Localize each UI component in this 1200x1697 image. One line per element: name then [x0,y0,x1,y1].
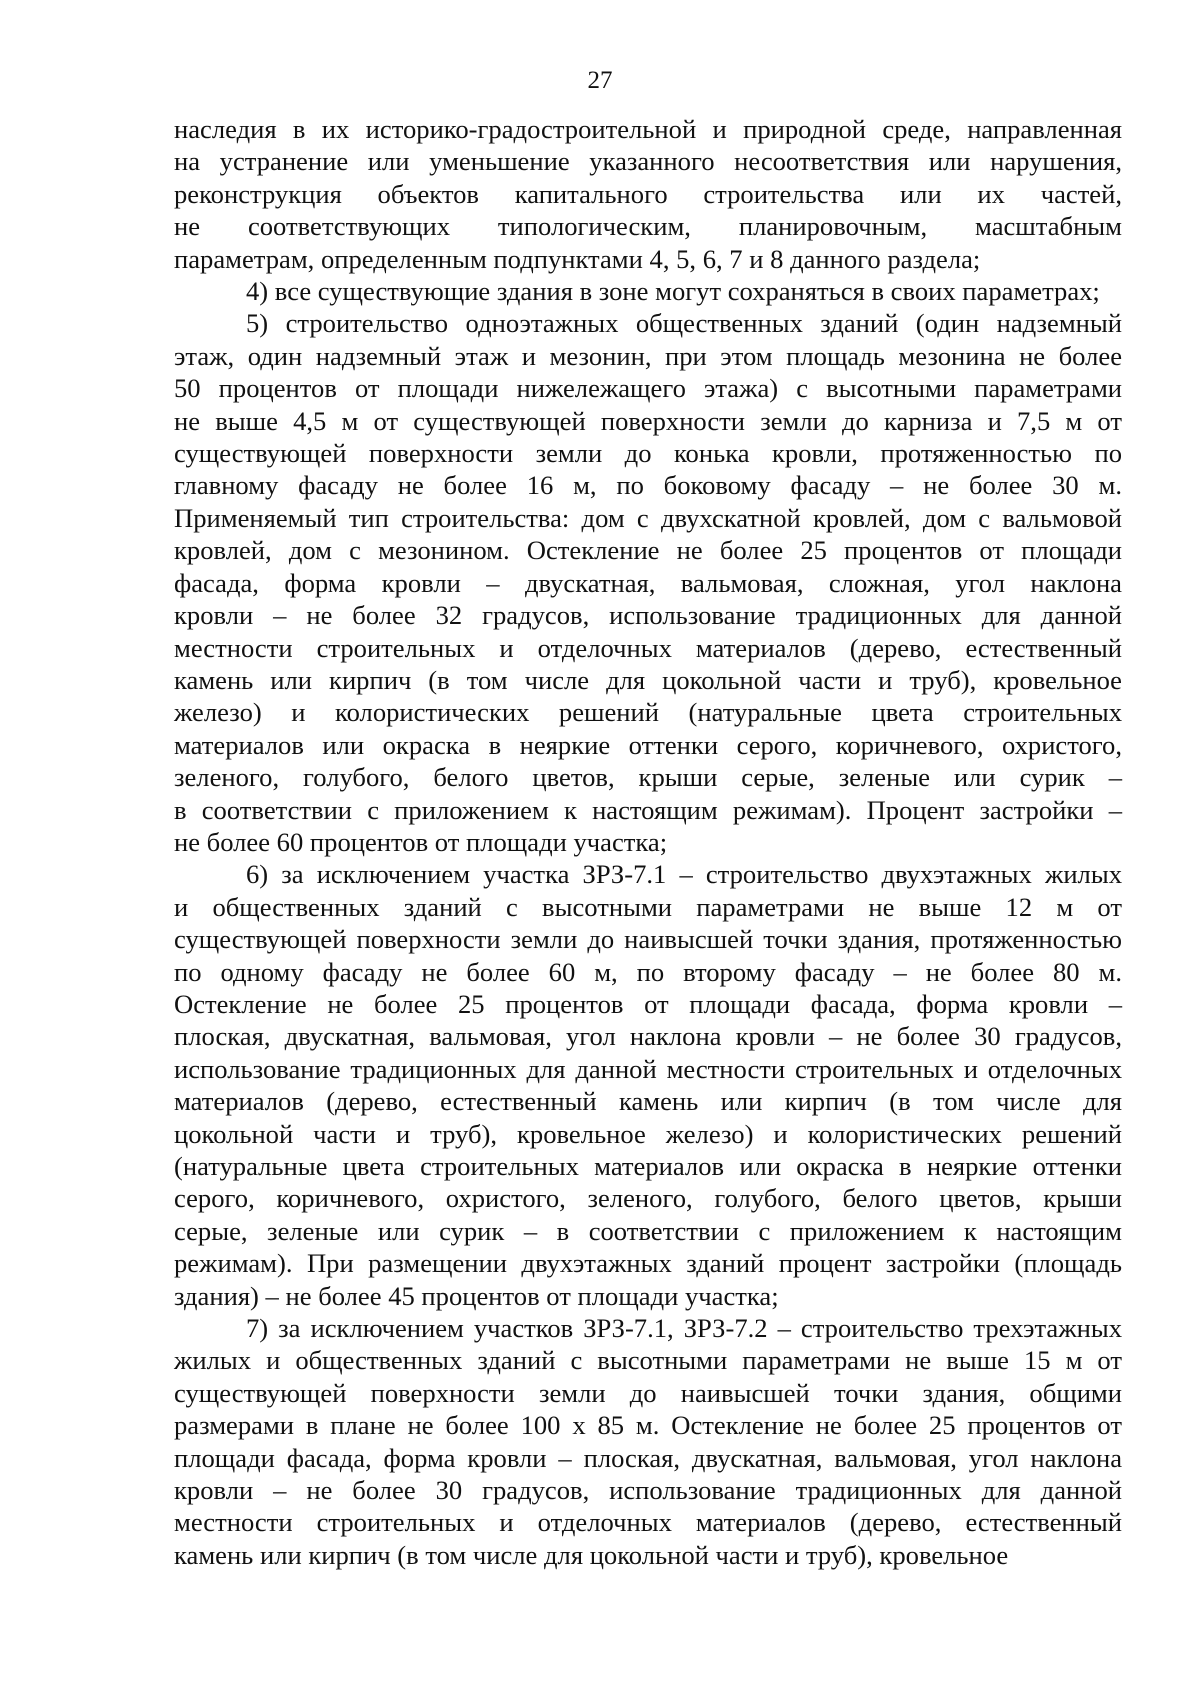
text-line: в соответствии с приложением к настоящим режимам). Процент застройки – [174,794,1122,825]
text-line: 50 процентов от площади нижележащего этажа) с высотными параметрами [174,373,1122,404]
text-line: кровлей, дом с мезонином. Остекление не более 25 процентов от площади [174,535,1122,566]
text-line: 4) все существующие здания в зоне могут сохраняться в своих параметрах; [246,276,1100,307]
text-line: материалов или окраска в неяркие оттенки серого, коричневого, охристого, [174,729,1122,760]
text-line: плоская, двускатная, вальмовая, угол наклона кровли – не более 30 градусов, [174,1021,1122,1052]
text-line: здания) – не более 45 процентов от площади участка; [174,1280,779,1311]
text-line: Остекление не более 25 процентов от площади фасада, форма кровли – [174,988,1122,1019]
text-line: серого, коричневого, охристого, зеленого, голубого, белого цветов, крыши [174,1183,1122,1214]
text-line: на устранение или уменьшение указанного несоответствия или нарушения, [174,146,1122,177]
text-line: местности строительных и отделочных материалов (дерево, естественный [174,632,1122,663]
text-line: 6) за исключением участка ЗРЗ-7.1 – строительство двухэтажных жилых [246,859,1122,890]
text-line: серые, зеленые или сурик – в соответствии с приложением к настоящим [174,1215,1122,1246]
text-line: не более 60 процентов от площади участка; [174,826,668,857]
text-line: (натуральные цвета строительных материалов или окраска в неяркие оттенки [174,1151,1122,1181]
text-line: существующей поверхности земли до наивысшей точки здания, общими [174,1377,1122,1408]
text-line: цокольной части и труб), кровельное железо) и колористических решений [174,1118,1122,1149]
text-line: жилых и общественных зданий с высотными параметрами не выше 15 м от [174,1345,1122,1376]
paragraph-p4 [174,1312,1122,1571]
text-line: главному фасаду не более 16 м, по боковому фасаду – не более 30 м. [174,470,1122,501]
text-line: по одному фасаду не более 60 м, по второму фасаду – не более 80 м. [174,956,1122,987]
text-line: режимам). При размещении двухэтажных зданий процент застройки (площадь [174,1248,1122,1279]
paragraph-p0 [174,113,1122,275]
text-line: железо) и колористических решений (натуральные цвета строительных [174,697,1122,728]
text-line: существующей поверхности земли до конька кровли, протяженностью по [174,438,1122,469]
text-line: зеленого, голубого, белого цветов, крыши серые, зеленые или сурик – [174,762,1122,793]
text-line: существующей поверхности земли до наивысшей точки здания, протяженностью [174,924,1122,955]
text-line: не выше 4,5 м от существующей поверхности земли до карниза и 7,5 м от [174,405,1122,436]
text-line: кровли – не более 30 градусов, использование традиционных для данной [174,1475,1122,1506]
page-number: 27 [587,67,613,94]
text-line: Применяемый тип строительства: дом с двухскатной кровлей, дом с вальмовой [174,502,1122,533]
text-line: параметрам, определенным подпунктами 4, 5, 6, 7 и 8 данного раздела; [174,243,981,274]
text-line: использование традиционных для данной местности строительных и отделочных [174,1053,1122,1084]
text-line: фасада, форма кровли – двускатная, вальмовая, сложная, угол наклона [174,567,1122,598]
text-line: не соответствующих типологическим, планировочным, масштабным [174,211,1122,242]
text-line: наследия в их историко-градостроительной и природной среде, направленная [174,114,1122,144]
text-line: камень или кирпич (в том числе для цокольной части и труб), кровельное [174,1539,1009,1570]
text-line: размерами в плане не более 100 х 85 м. Остекление не более 25 процентов от [174,1410,1122,1441]
text-line: площади фасада, форма кровли – плоская, двускатная, вальмовая, угол наклона [174,1442,1122,1473]
text-line: и общественных зданий с высотными параметрами не выше 12 м от [174,891,1122,922]
paragraph-p1 [174,275,1122,307]
text-line: 7) за исключением участков ЗРЗ-7.1, ЗРЗ-7.2 – строительство трехэтажных [246,1313,1122,1344]
text-line: камень или кирпич (в том числе для цокольной части и труб), кровельное [174,664,1122,695]
text-line: 5) строительство одноэтажных общественных зданий (один надземный [246,308,1122,339]
paragraph-p3 [174,858,1122,1312]
text-line: реконструкция объектов капитального строительства или их частей, [174,178,1122,209]
document-body [174,113,1122,1571]
paragraph-p2 [174,307,1122,858]
text-line: этаж, один надземный этаж и мезонин, при этом площадь мезонина не более [174,340,1122,371]
text-line: кровли – не более 32 градусов, использование традиционных для данной [174,600,1122,631]
text-line: материалов (дерево, естественный камень или кирпич (в том числе для [174,1086,1122,1117]
text-line: местности строительных и отделочных материалов (дерево, естественный [174,1507,1122,1538]
